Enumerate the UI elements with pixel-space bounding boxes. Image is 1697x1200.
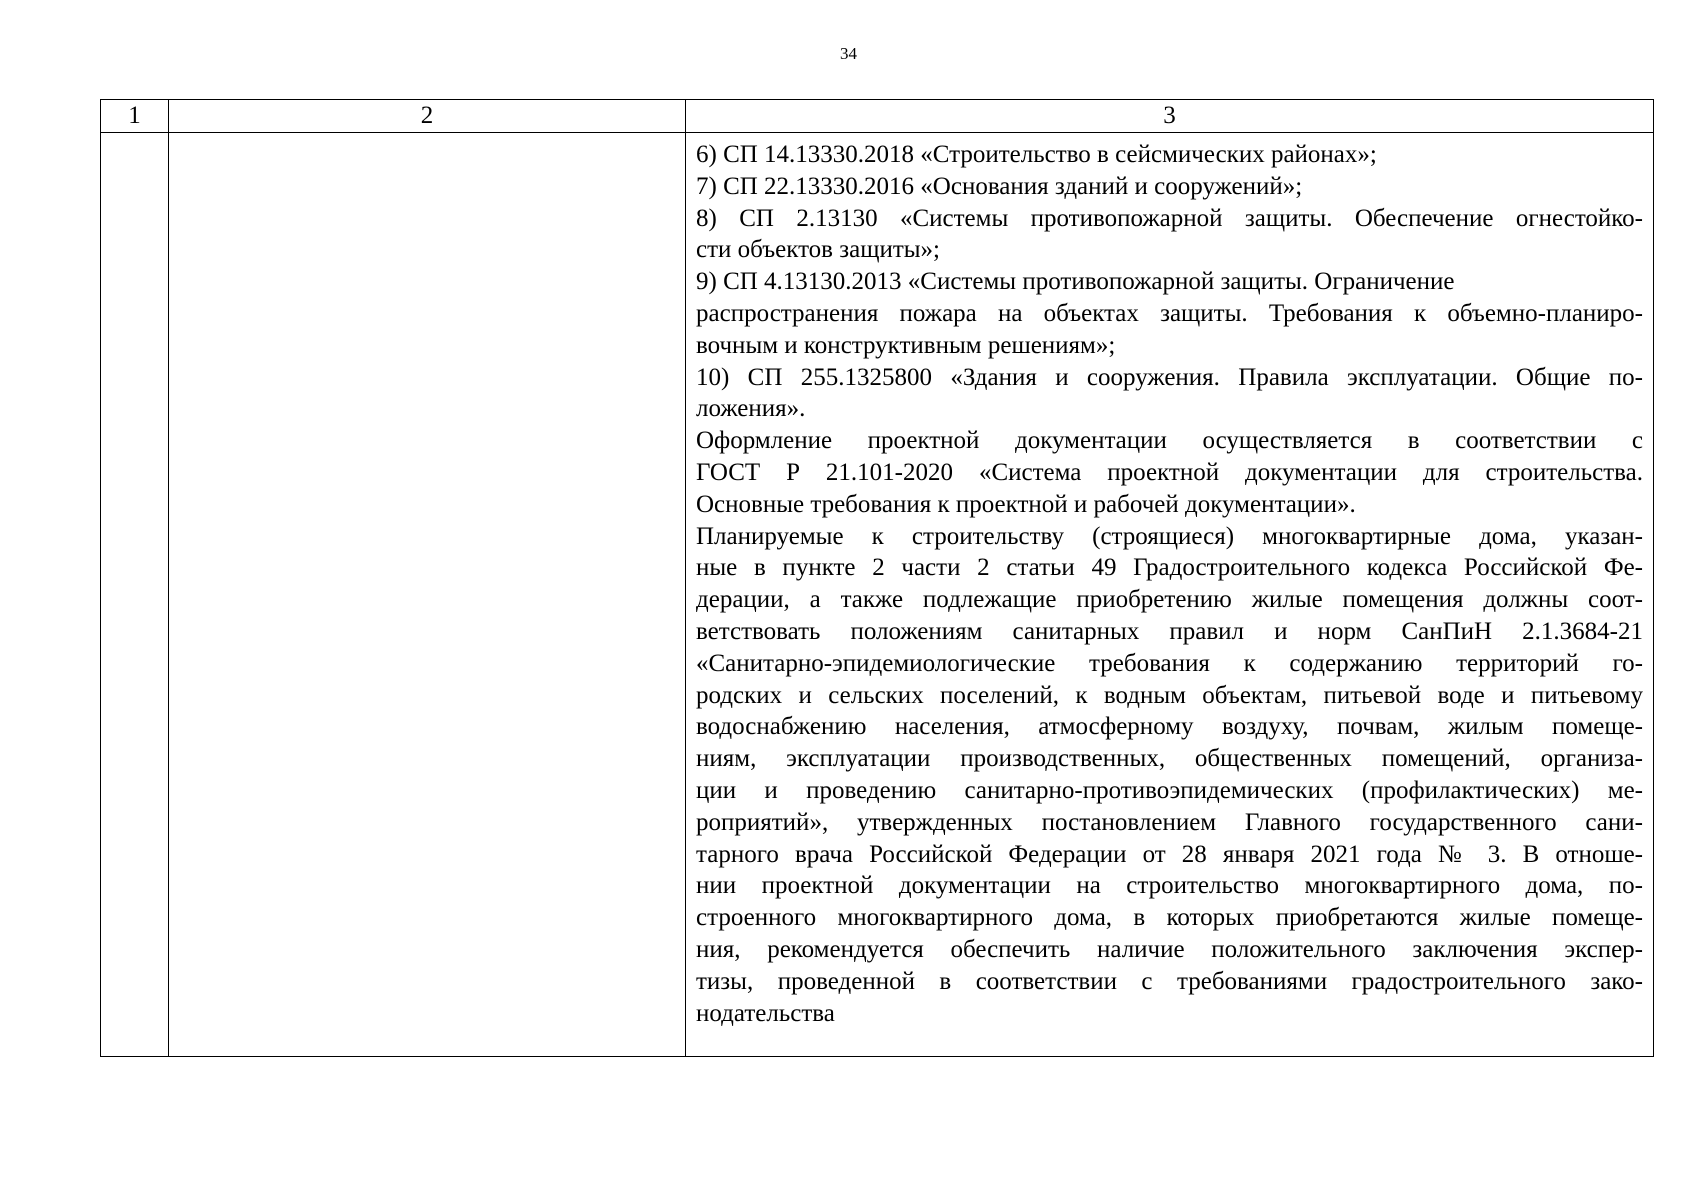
- text-line: вочным и конструктивным решениям»;: [696, 331, 1116, 359]
- text-line: распространения пожара на объектах защиты. Требования к объемно-планиро-: [696, 299, 1643, 327]
- cell-column-2: [169, 133, 686, 1057]
- text-line: дерации, а также подлежащие приобретению жилые помещения должны соот-: [696, 586, 1643, 614]
- text-line: тарного врача Российской Федерации от 28 января 2021 года № 3. В отноше-: [696, 840, 1643, 868]
- page-number: 34: [840, 44, 857, 63]
- cell-column-3: [686, 133, 1654, 1057]
- text-line: ветствовать положениям санитарных правил и норм СанПиН 2.1.3684-21: [696, 617, 1643, 645]
- document-table: [100, 99, 1654, 1057]
- text-line: ции и проведению санитарно-противоэпидемических (профилактических) ме-: [696, 776, 1643, 804]
- text-line: ГОСТ Р 21.101-2020 «Система проектной документации для строительства.: [696, 458, 1643, 486]
- text-line: ния, рекомендуется обеспечить наличие положительного заключения экспер-: [696, 935, 1643, 963]
- text-line: ниям, эксплуатации производственных, общественных помещений, организа-: [696, 745, 1643, 773]
- text-line: водоснабжению населения, атмосферному воздуху, почвам, жилым помеще-: [696, 713, 1643, 741]
- text-line: нии проектной документации на строительство многоквартирного дома, по-: [696, 872, 1643, 900]
- text-line: 7) СП 22.13330.2016 «Основания зданий и сооружений»;: [696, 172, 1303, 200]
- text-line: 8) СП 2.13130 «Системы противопожарной защиты. Обеспечение огнестойко-: [696, 204, 1643, 232]
- table-row: [101, 133, 1654, 1057]
- text-line: нодательства: [696, 999, 835, 1027]
- text-line: родских и сельских поселений, к водным объектам, питьевой воде и питьевому: [696, 681, 1643, 709]
- table-header-row: [101, 100, 1654, 133]
- text-line: 6) СП 14.13330.2018 «Строительство в сейсмических районах»;: [696, 141, 1377, 168]
- text-line: ложения».: [696, 395, 806, 423]
- text-line: Оформление проектной документации осуществляется в соответствии с: [696, 427, 1643, 455]
- text-line: сти объектов защиты»;: [696, 236, 941, 264]
- cell-column-1: [101, 133, 169, 1057]
- text-line: 9) СП 4.13130.2013 «Системы противопожарной защиты. Ограничение: [696, 268, 1455, 296]
- cell-column-3-text: [696, 139, 1643, 1029]
- text-line: тизы, проведенной в соответствии с требованиями градостроительного зако-: [696, 967, 1643, 995]
- text-line: 10) СП 255.1325800 «Здания и сооружения. Правила эксплуатации. Общие по-: [696, 363, 1643, 391]
- column-header-3: 3: [686, 100, 1654, 133]
- text-line: Основные требования к проектной и рабочей документации».: [696, 490, 1356, 518]
- column-header-1: 1: [101, 100, 169, 133]
- text-line: роприятий», утвержденных постановлением Главного государственного сани-: [696, 808, 1643, 836]
- text-line: ные в пункте 2 части 2 статьи 49 Градостроительного кодекса Российской Фе-: [696, 554, 1643, 582]
- text-line: строенного многоквартирного дома, в которых приобретаются жилые помеще-: [696, 904, 1643, 932]
- text-line: Планируемые к строительству (строящиеся) многоквартирные дома, указан-: [696, 522, 1643, 550]
- text-line: «Санитарно-эпидемиологические требования к содержанию территорий го-: [696, 649, 1643, 677]
- column-header-2: 2: [169, 100, 686, 133]
